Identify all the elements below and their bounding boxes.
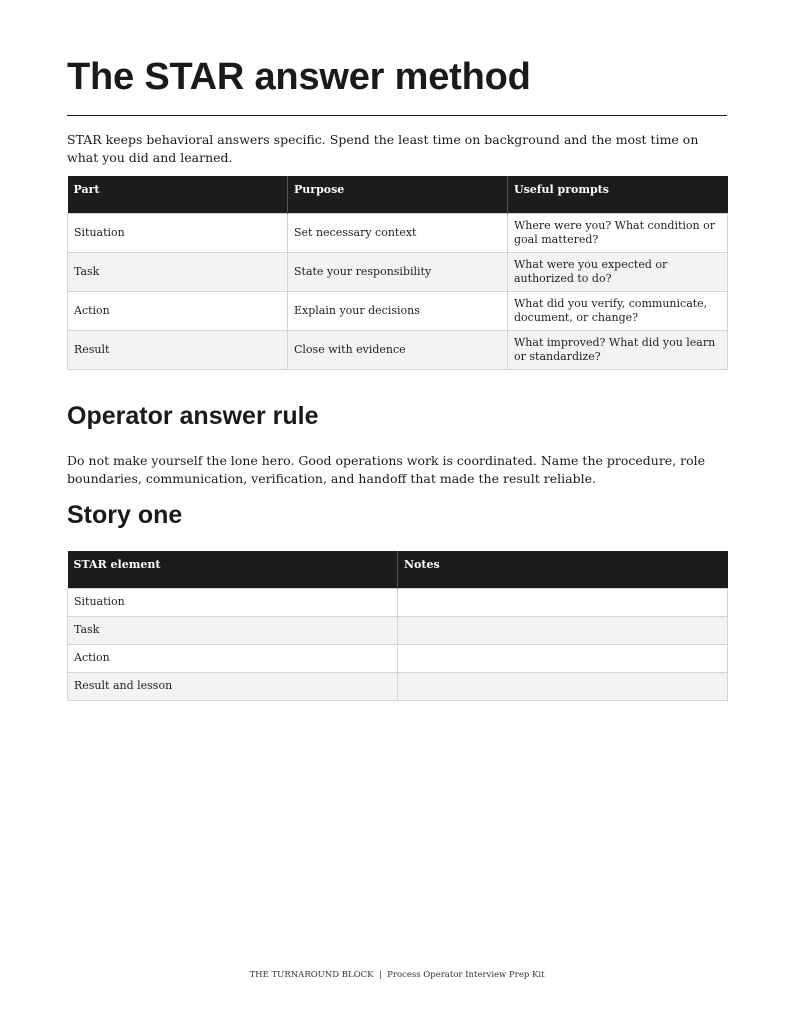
table-cell: Result: [68, 330, 288, 369]
table-cell: Action: [68, 644, 398, 672]
notes-cell[interactable]: [398, 616, 728, 644]
table-cell: Action: [68, 291, 288, 330]
table-cell: What improved? What did you learn or standardize?: [508, 330, 728, 369]
table-cell: Task: [68, 252, 288, 291]
table-row: [68, 252, 728, 291]
table-cell: Explain your decisions: [288, 291, 508, 330]
table-row: [68, 291, 728, 330]
table-row: [68, 213, 728, 252]
table-header-row: [68, 551, 728, 588]
table-cell: Close with evidence: [288, 330, 508, 369]
page-footer: THE TURNAROUND BLOCK | Process Operator Interview Prep Kit: [249, 970, 545, 980]
operator-rule-paragraph: Do not make yourself the lone hero. Good operations work is coordinated. Name the procedure, role boundaries, communication, verification, and handoff that made the result reliable.: [67, 453, 706, 486]
notes-cell[interactable]: [398, 644, 728, 672]
table-cell: Set necessary context: [288, 213, 508, 252]
table-cell: Result and lesson: [68, 672, 398, 700]
table-row: [68, 616, 728, 644]
table-cell: Situation: [68, 213, 288, 252]
section-heading-story-one: Story one: [67, 501, 183, 529]
column-header-prompts: Useful prompts: [508, 176, 728, 213]
table-row: [68, 672, 728, 700]
table-row: [68, 330, 728, 369]
table-cell: What were you expected or authorized to do?: [508, 252, 728, 291]
column-header-notes: Notes: [398, 551, 728, 588]
story-one-table: [67, 551, 728, 701]
page-title: The STAR answer method: [67, 56, 531, 98]
column-header-part: Part: [68, 176, 288, 213]
table-cell: Situation: [68, 588, 398, 616]
notes-cell[interactable]: [398, 672, 728, 700]
star-method-table: [67, 176, 728, 370]
notes-cell[interactable]: [398, 588, 728, 616]
column-header-purpose: Purpose: [288, 176, 508, 213]
table-row: [68, 588, 728, 616]
title-divider: [67, 115, 727, 116]
section-heading-operator-rule: Operator answer rule: [67, 402, 319, 430]
table-cell: What did you verify, communicate, document, or change?: [508, 291, 728, 330]
column-header-star-element: STAR element: [68, 551, 398, 588]
table-cell: Where were you? What condition or goal mattered?: [508, 213, 728, 252]
table-cell: State your responsibility: [288, 252, 508, 291]
table-row: [68, 644, 728, 672]
table-cell: Task: [68, 616, 398, 644]
table-header-row: [68, 176, 728, 213]
intro-paragraph: STAR keeps behavioral answers specific. Spend the least time on background and the most time on what you did and learned.: [67, 132, 699, 165]
